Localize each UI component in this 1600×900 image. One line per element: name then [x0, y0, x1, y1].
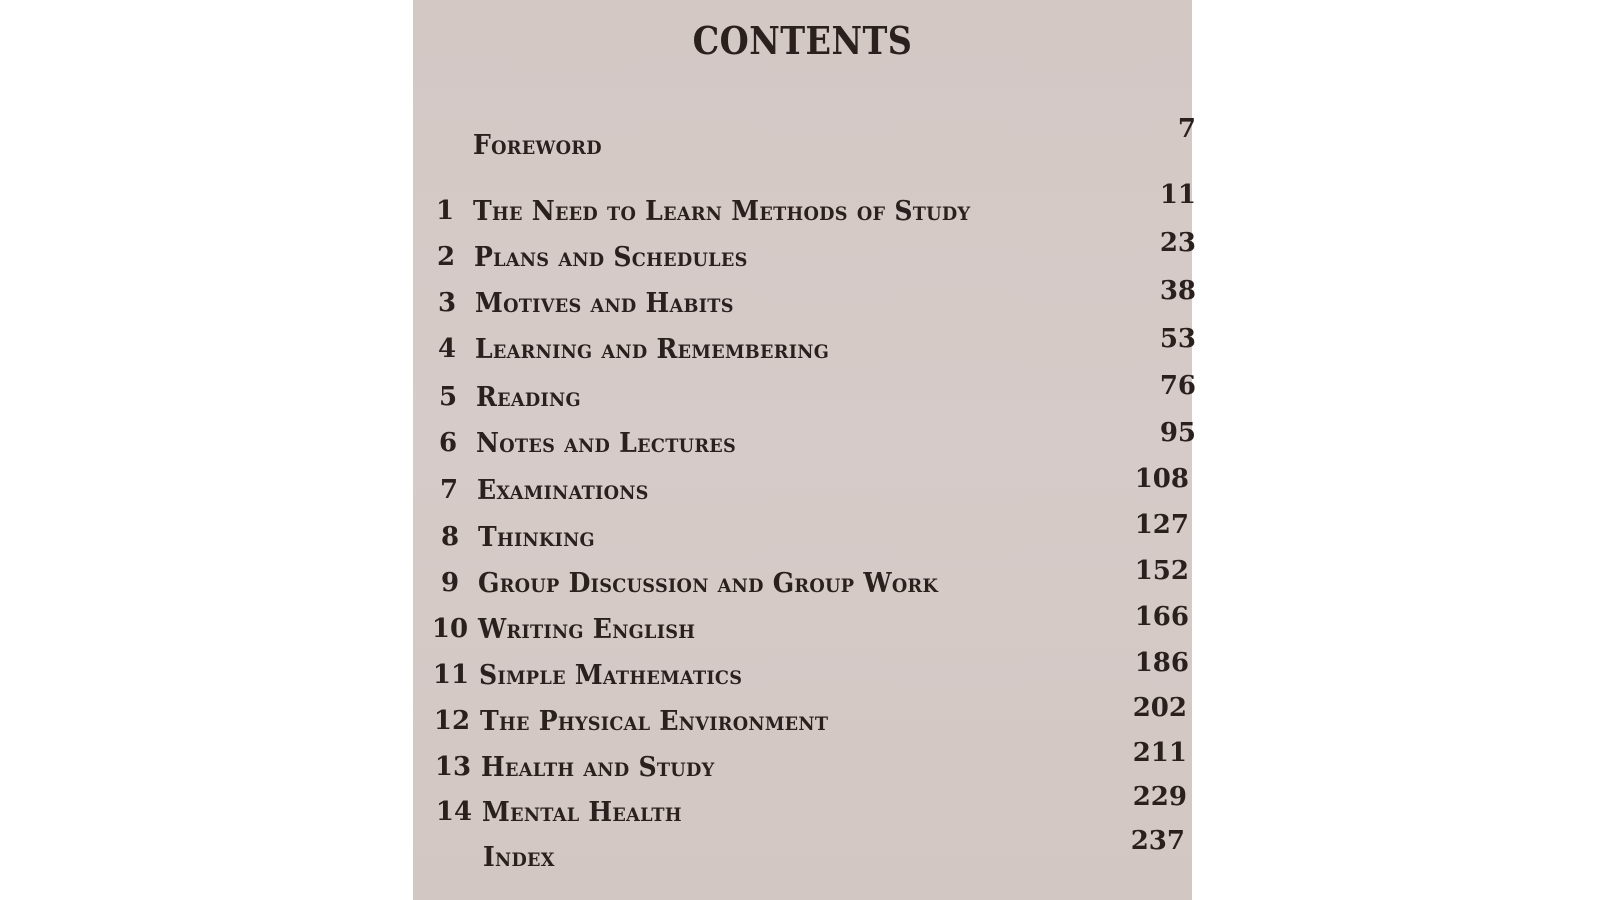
chapter-number: 13	[434, 752, 472, 782]
toc-entry-label: Plans and Schedules	[474, 242, 748, 273]
toc-page-number: 237	[1130, 826, 1185, 856]
toc-entry-label: Thinking	[478, 522, 595, 553]
chapter-number: 11	[432, 660, 470, 690]
chapter-number: 8	[440, 522, 460, 552]
toc-page-number: 202	[1132, 693, 1187, 723]
chapter-number: 14	[435, 797, 473, 827]
toc-page-number: 95	[1159, 418, 1196, 448]
toc-page-number: 152	[1134, 556, 1189, 586]
toc-page-number: 166	[1134, 602, 1189, 632]
toc-page-number: 186	[1134, 648, 1189, 678]
toc-page-number: 108	[1134, 464, 1189, 494]
toc-page-number: 7	[1177, 114, 1196, 144]
chapter-number: 10	[431, 614, 469, 644]
toc-entry-label: The Physical Environment	[480, 706, 829, 737]
chapter-number: 6	[438, 428, 458, 458]
toc-entry-label: Writing English	[478, 614, 696, 645]
toc-page-number: 38	[1159, 276, 1196, 306]
chapter-number: 5	[438, 382, 458, 412]
toc-entry-label: Group Discussion and Group Work	[478, 568, 939, 599]
toc-entry-label: Index	[483, 842, 555, 873]
toc-page-number: 23	[1159, 228, 1196, 258]
toc-entry-label: Foreword	[473, 130, 602, 161]
toc-entry-label: Health and Study	[481, 752, 715, 783]
chapter-number: 1	[435, 196, 455, 226]
chapter-number: 4	[437, 334, 457, 364]
toc-entry-label: Learning and Remembering	[475, 334, 830, 365]
chapter-number: 2	[436, 242, 456, 272]
toc-page-number: 11	[1159, 180, 1196, 210]
book-page	[413, 0, 1196, 900]
toc-page-number: 76	[1159, 371, 1196, 401]
chapter-number: 3	[437, 288, 457, 318]
toc-entry-label: Motives and Habits	[475, 288, 734, 319]
toc-page-number: 229	[1132, 782, 1187, 812]
toc-entry-label: The Need to Learn Methods of Study	[473, 196, 971, 227]
chapter-number: 9	[440, 568, 460, 598]
toc-entry-label: Notes and Lectures	[476, 428, 737, 459]
toc-entry-label: Mental Health	[482, 797, 682, 828]
toc-entry-label: Reading	[476, 382, 581, 413]
toc-page-number: 211	[1132, 738, 1187, 768]
toc-page-number: 53	[1159, 324, 1196, 354]
toc-entry-label: Simple Mathematics	[479, 660, 743, 691]
toc-entry-label: Examinations	[477, 475, 649, 506]
page-title: CONTENTS	[692, 18, 913, 63]
chapter-number: 12	[433, 706, 471, 736]
chapter-number: 7	[439, 475, 459, 505]
toc-page-number: 127	[1134, 510, 1189, 540]
